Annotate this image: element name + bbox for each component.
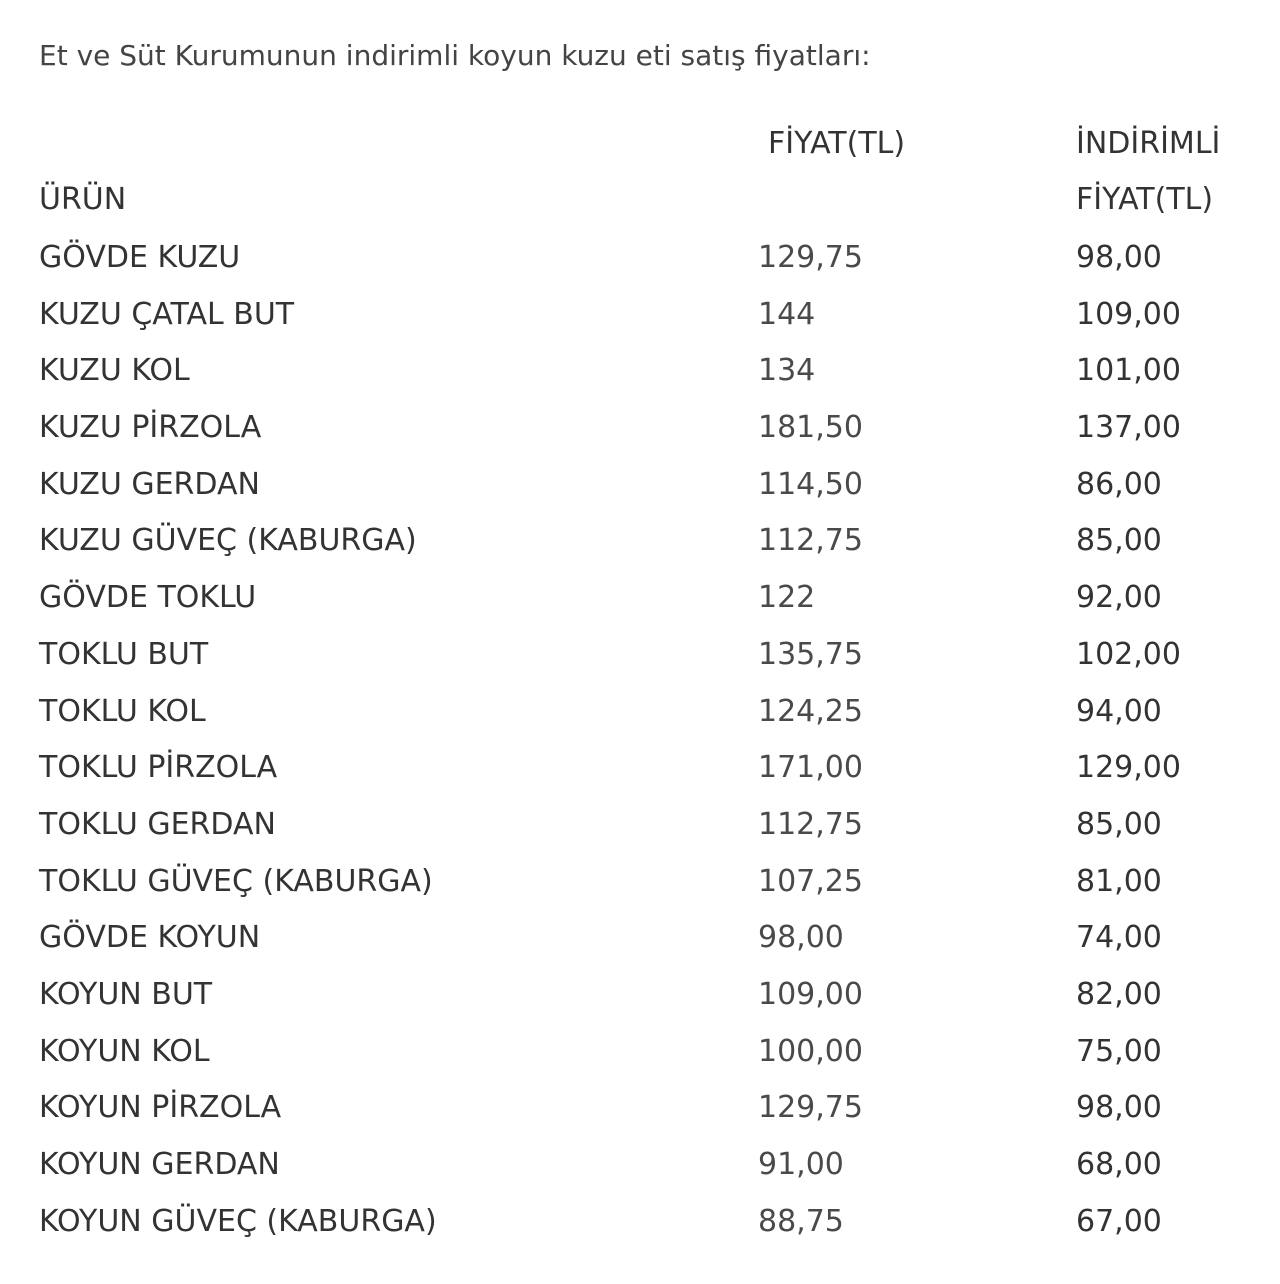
discounted-value: 98,00 bbox=[1076, 1090, 1162, 1126]
discounted-value: 67,00 bbox=[1076, 1203, 1162, 1239]
header-price: FİYAT(TL) bbox=[768, 126, 906, 161]
discounted-value: 101,00 bbox=[1076, 353, 1181, 389]
price-table bbox=[0, 230, 1280, 1250]
product-name: TOKLU GERDAN bbox=[39, 806, 276, 842]
discounted-value: 137,00 bbox=[1076, 410, 1181, 446]
price-value: 100,00 bbox=[758, 1033, 863, 1069]
price-value: 144 bbox=[758, 296, 816, 332]
table-row bbox=[0, 854, 1280, 911]
product-name: KUZU GERDAN bbox=[39, 466, 260, 502]
table-row bbox=[0, 910, 1280, 967]
table-row bbox=[0, 513, 1280, 570]
header-discounted-price bbox=[1076, 116, 1220, 228]
product-name: GÖVDE KOYUN bbox=[39, 920, 261, 956]
discounted-value: 86,00 bbox=[1076, 466, 1162, 502]
price-value: 134 bbox=[758, 353, 816, 389]
product-name: KOYUN BUT bbox=[39, 976, 213, 1012]
product-name: KUZU KOL bbox=[39, 353, 190, 389]
discounted-value: 92,00 bbox=[1076, 580, 1162, 616]
table-row bbox=[0, 627, 1280, 684]
intro-text: Et ve Süt Kurumunun indirimli koyun kuzu eti satış fiyatları: bbox=[39, 39, 871, 72]
product-name: KUZU ÇATAL BUT bbox=[39, 296, 295, 332]
price-value: 88,75 bbox=[758, 1203, 844, 1239]
price-value: 112,75 bbox=[758, 806, 863, 842]
discounted-value: 81,00 bbox=[1076, 863, 1162, 899]
product-name: KOYUN GERDAN bbox=[39, 1147, 280, 1182]
table-row bbox=[0, 740, 1280, 797]
discounted-value: 85,00 bbox=[1076, 523, 1162, 559]
table-row bbox=[0, 1080, 1280, 1137]
header-discounted-line2: FİYAT(TL) bbox=[1076, 182, 1214, 217]
product-name: TOKLU BUT bbox=[39, 636, 209, 672]
table-row bbox=[0, 343, 1280, 400]
price-value: 124,25 bbox=[758, 693, 863, 729]
discounted-value: 75,00 bbox=[1076, 1033, 1162, 1069]
price-value: 135,75 bbox=[758, 636, 863, 672]
product-name: KOYUN GÜVEÇ (KABURGA) bbox=[39, 1203, 437, 1239]
product-name: KOYUN PİRZOLA bbox=[39, 1090, 282, 1126]
price-value: 98,00 bbox=[758, 920, 844, 956]
discounted-value: 109,00 bbox=[1076, 296, 1181, 332]
product-name: KOYUN KOL bbox=[39, 1033, 210, 1069]
product-name: GÖVDE TOKLU bbox=[39, 580, 257, 616]
price-value: 107,25 bbox=[758, 863, 863, 899]
product-name: TOKLU KOL bbox=[39, 693, 206, 729]
price-value: 114,50 bbox=[758, 466, 863, 502]
table-row bbox=[0, 967, 1280, 1024]
table-row bbox=[0, 1024, 1280, 1081]
product-name: GÖVDE KUZU bbox=[39, 240, 241, 275]
discounted-value: 68,00 bbox=[1076, 1147, 1162, 1182]
header-product: ÜRÜN bbox=[39, 182, 127, 217]
price-value: 112,75 bbox=[758, 523, 863, 559]
price-value: 129,75 bbox=[758, 240, 863, 275]
table-row bbox=[0, 797, 1280, 854]
table-row bbox=[0, 287, 1280, 344]
table-row bbox=[0, 570, 1280, 627]
header-discounted-line1: İNDİRİMLİ bbox=[1076, 126, 1221, 161]
table-row bbox=[0, 230, 1280, 287]
price-value: 122 bbox=[758, 580, 816, 616]
price-value: 109,00 bbox=[758, 976, 863, 1012]
discounted-value: 85,00 bbox=[1076, 806, 1162, 842]
table-row bbox=[0, 684, 1280, 741]
discounted-value: 82,00 bbox=[1076, 976, 1162, 1012]
table-row bbox=[0, 457, 1280, 514]
price-value: 171,00 bbox=[758, 750, 863, 786]
table-row bbox=[0, 1137, 1280, 1194]
product-name: TOKLU PİRZOLA bbox=[39, 750, 278, 786]
table-row bbox=[0, 400, 1280, 457]
discounted-value: 74,00 bbox=[1076, 920, 1162, 956]
discounted-value: 94,00 bbox=[1076, 693, 1162, 729]
discounted-value: 129,00 bbox=[1076, 750, 1181, 786]
price-value: 91,00 bbox=[758, 1147, 844, 1182]
product-name: TOKLU GÜVEÇ (KABURGA) bbox=[39, 863, 433, 899]
price-value: 181,50 bbox=[758, 410, 863, 446]
discounted-value: 98,00 bbox=[1076, 240, 1162, 275]
table-row bbox=[0, 1194, 1280, 1251]
discounted-value: 102,00 bbox=[1076, 636, 1181, 672]
price-value: 129,75 bbox=[758, 1090, 863, 1126]
product-name: KUZU PİRZOLA bbox=[39, 410, 262, 446]
product-name: KUZU GÜVEÇ (KABURGA) bbox=[39, 523, 417, 559]
